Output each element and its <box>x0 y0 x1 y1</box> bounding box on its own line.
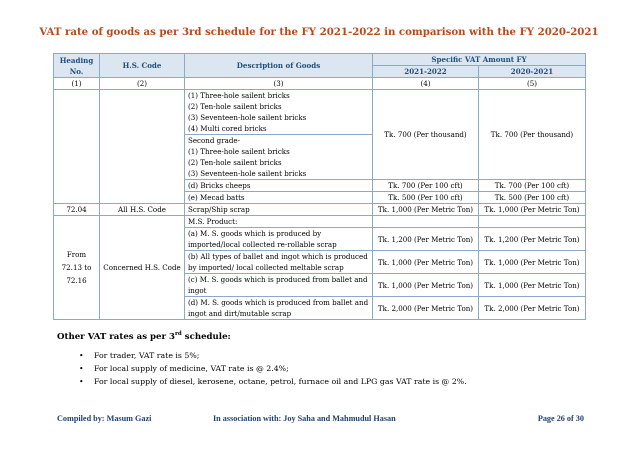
vat-rate-table <box>53 53 586 320</box>
footer-compiled-by: Compiled by: Masum Gazi <box>57 414 152 423</box>
heading-number-cell: From 72.13 to 72.16 <box>54 216 100 320</box>
empty-cell <box>373 216 479 228</box>
other-rates-heading-text: Other VAT rates as per 3 <box>57 331 176 342</box>
brick-item: (2) Ten-hole sailent bricks <box>188 158 282 167</box>
list-item <box>79 362 467 375</box>
other-rates-list <box>79 349 467 388</box>
empty-cell <box>100 90 185 204</box>
rate-2020-2021: Tk. 1,000 (Per Metric Ton) <box>479 274 586 297</box>
rate-2021-2022: Tk. 1,000 (Per Metric Ton) <box>373 251 479 274</box>
bullet-icon: • <box>79 364 84 373</box>
footer-association: In association with: Joy Saha and Mahmudul Hasan <box>213 414 396 423</box>
list-item <box>79 349 467 362</box>
list-item-text: For trader, VAT rate is 5%; <box>94 351 200 360</box>
header-fy-2020-2021: 2020-2021 <box>479 66 586 78</box>
rate-2020-2021: Tk. 2,000 (Per Metric Ton) <box>479 297 586 320</box>
description-cell: (d) Bricks cheeps <box>185 180 373 192</box>
brick-item: (3) Seventeen-hole sailent bricks <box>188 169 307 178</box>
rate-2021-2022: Tk. 500 (Per 100 cft) <box>373 192 479 204</box>
list-item <box>79 375 467 388</box>
brick-item: (1) Three-hole sailent bricks <box>188 147 290 156</box>
rate-2021-2022: Tk. 700 (Per 100 cft) <box>373 180 479 192</box>
brick-rate-2020-2021: Tk. 700 (Per thousand) <box>479 90 586 180</box>
header-description: Description of Goods <box>185 54 373 78</box>
table-row <box>54 216 586 228</box>
rate-2020-2021: Tk. 1,200 (Per Metric Ton) <box>479 228 586 251</box>
empty-cell <box>479 216 586 228</box>
brick-item: (3) Seventeen-hole sailent bricks <box>188 113 307 122</box>
bullet-icon: • <box>79 351 84 360</box>
table-row <box>54 204 586 216</box>
rate-2020-2021: Tk. 1,000 (Per Metric Ton) <box>479 204 586 216</box>
other-rates-heading-text: schedule: <box>181 331 231 342</box>
brick-item: (1) Three-hole sailent bricks <box>188 91 290 100</box>
second-grade-bricks-cell <box>185 135 373 180</box>
empty-cell <box>54 90 100 204</box>
rate-2021-2022: Tk. 1,200 (Per Metric Ton) <box>373 228 479 251</box>
heading-number-cell: 72.04 <box>54 204 100 216</box>
list-item-text: For local supply of diesel, kerosene, octane, petrol, furnace oil and LPG gas VAT rate is @ 2%. <box>94 377 467 386</box>
brick-item: Second grade- <box>188 136 240 145</box>
superscript: rd <box>175 331 182 337</box>
header-fy-2021-2022: 2021-2022 <box>373 66 479 78</box>
brick-item: (4) Multi cored bricks <box>188 124 267 133</box>
rate-2020-2021: Tk. 700 (Per 100 cft) <box>479 180 586 192</box>
rate-2021-2022: Tk. 1,000 (Per Metric Ton) <box>373 204 479 216</box>
header-hs-code: H.S. Code <box>100 54 185 78</box>
column-number: (4) <box>373 78 479 90</box>
description-cell: (b) All types of ballet and ingot which is produced by imported/ local collected meltable scrap <box>185 251 373 274</box>
rate-2021-2022: Tk. 2,000 (Per Metric Ton) <box>373 297 479 320</box>
brick-rate-2021-2022: Tk. 700 (Per thousand) <box>373 90 479 180</box>
bullet-icon: • <box>79 377 84 386</box>
description-cell: (d) M. S. goods which is produced from ballet and ingot and dirt/mutable scrap <box>185 297 373 320</box>
rate-2020-2021: Tk. 1,000 (Per Metric Ton) <box>479 251 586 274</box>
description-cell: Scrap/Ship scrap <box>185 204 373 216</box>
brick-item: (2) Ten-hole sailent bricks <box>188 102 282 111</box>
column-number: (2) <box>100 78 185 90</box>
description-cell: (e) Mecad batts <box>185 192 373 204</box>
column-number: (3) <box>185 78 373 90</box>
rate-2021-2022: Tk. 1,000 (Per Metric Ton) <box>373 274 479 297</box>
ms-product-label: M.S. Product: <box>185 216 373 228</box>
hs-code-cell: All H.S. Code <box>100 204 185 216</box>
description-cell: (a) M. S. goods which is produced by imported/local collected re-rollable scrap <box>185 228 373 251</box>
other-rates-heading <box>57 331 231 342</box>
footer-page-number: Page 26 of 30 <box>537 414 584 423</box>
description-cell: (c) M. S. goods which is produced from ballet and ingot <box>185 274 373 297</box>
hs-code-cell: Concerned H.S. Code <box>100 216 185 320</box>
column-number: (1) <box>54 78 100 90</box>
header-specific-vat: Specific VAT Amount FY <box>373 54 586 66</box>
table-row <box>54 90 586 135</box>
column-number-row <box>54 78 586 90</box>
list-item-text: For local supply of medicine, VAT rate is @ 2.4%; <box>94 364 289 373</box>
rate-2020-2021: Tk. 500 (Per 100 cft) <box>479 192 586 204</box>
header-heading-no: Heading No. <box>54 54 100 78</box>
first-class-bricks-cell <box>185 90 373 135</box>
column-number: (5) <box>479 78 586 90</box>
page-title: VAT rate of goods as per 3rd schedule for the FY 2021-2022 in comparison with the FY 2020-2021 <box>39 26 599 38</box>
